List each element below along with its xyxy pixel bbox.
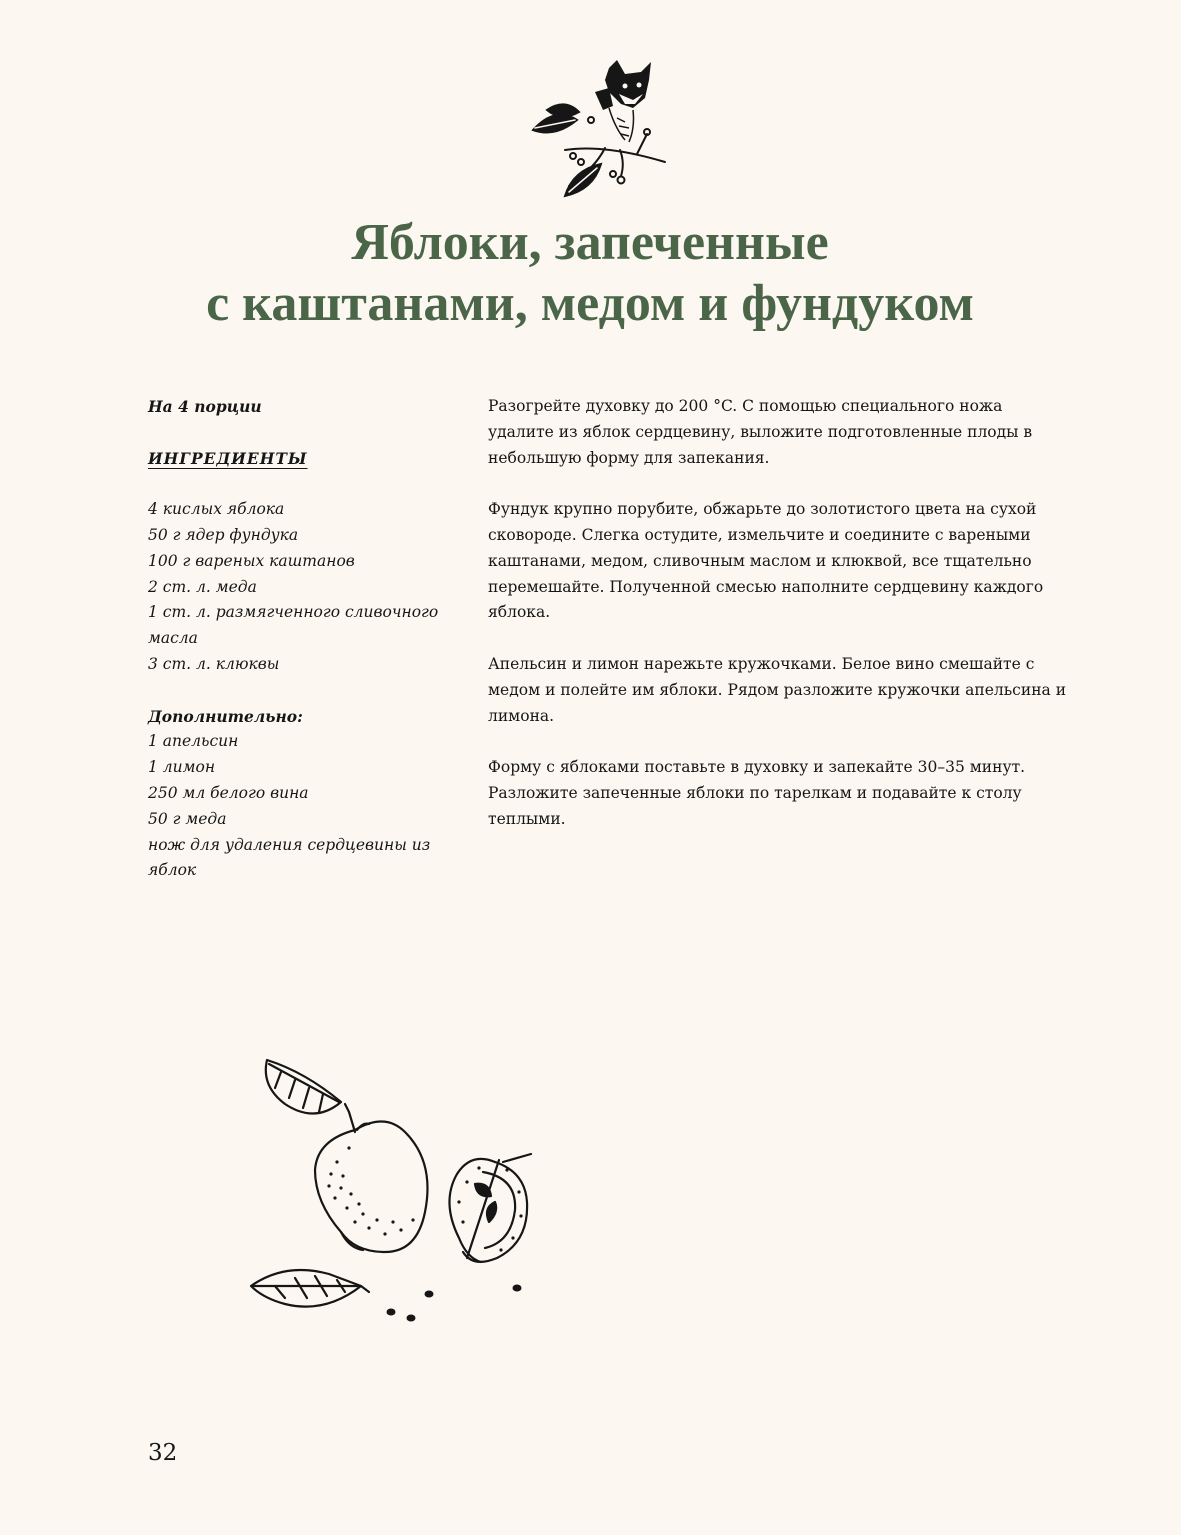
recipe-title [90, 212, 1090, 334]
ingredient-item: 1 ст. л. размягченного сливочного масла [148, 603, 439, 648]
ingredients-heading: ИНГРЕДИЕНТЫ [148, 448, 308, 468]
servings-label: На 4 порции [148, 397, 262, 416]
extra-item: 1 лимон [148, 758, 216, 777]
extra-item: 250 мл белого вина [148, 783, 309, 802]
fox-on-branch-ornament-icon [525, 58, 675, 200]
instruction-paragraph: Разогрейте духовку до 200 °C. С помощью специального ножа удалите из яблок сердцевину, выложите подготовленные плоды в небольшую форму для запекания. [488, 397, 1033, 467]
instruction-paragraph: Форму с яблоками поставьте в духовку и запекайте 30–35 минут. Разложите запеченные яблоки по тарелкам и подавайте к столу теплыми. [488, 758, 1026, 828]
title-line-1: Яблоки, запеченные [351, 214, 829, 271]
extra-item: 1 апельсин [148, 732, 239, 751]
ingredients-column [148, 394, 468, 884]
ingredient-item: 2 ст. л. меда [148, 577, 257, 596]
extra-list [148, 729, 468, 884]
instruction-paragraph: Фундук крупно порубите, обжарьте до золотистого цвета на сухой сковороде. Слегка остудите, измельчите и соедините с вареными каштанами, медом, сливочным маслом и клюквой, все тщательно перемешайте. Полученной смесью наполните сердцевину каждого яблока. [488, 500, 1044, 622]
apples-illustration-icon [245, 1052, 575, 1332]
ingredient-item: 100 г вареных каштанов [148, 551, 355, 570]
instructions-column [488, 394, 1068, 858]
ingredient-item: 50 г ядер фундука [148, 525, 299, 544]
ingredients-list [148, 497, 468, 678]
extra-item: нож для удаления сердцевины из яблок [148, 835, 431, 880]
extra-heading: Дополнительно: [148, 706, 303, 726]
page-number: 32 [148, 1440, 178, 1466]
title-line-2: с каштанами, медом и фундуком [206, 275, 974, 332]
ingredient-item: 4 кислых яблока [148, 500, 285, 519]
instruction-paragraph: Апельсин и лимон нарежьте кружочками. Белое вино смешайте с медом и полейте им яблоки. Рядом разложите кружочки апельсина и лимона. [488, 654, 1067, 725]
extra-item: 50 г меда [148, 809, 227, 828]
ingredient-item: 3 ст. л. клюквы [148, 654, 280, 673]
